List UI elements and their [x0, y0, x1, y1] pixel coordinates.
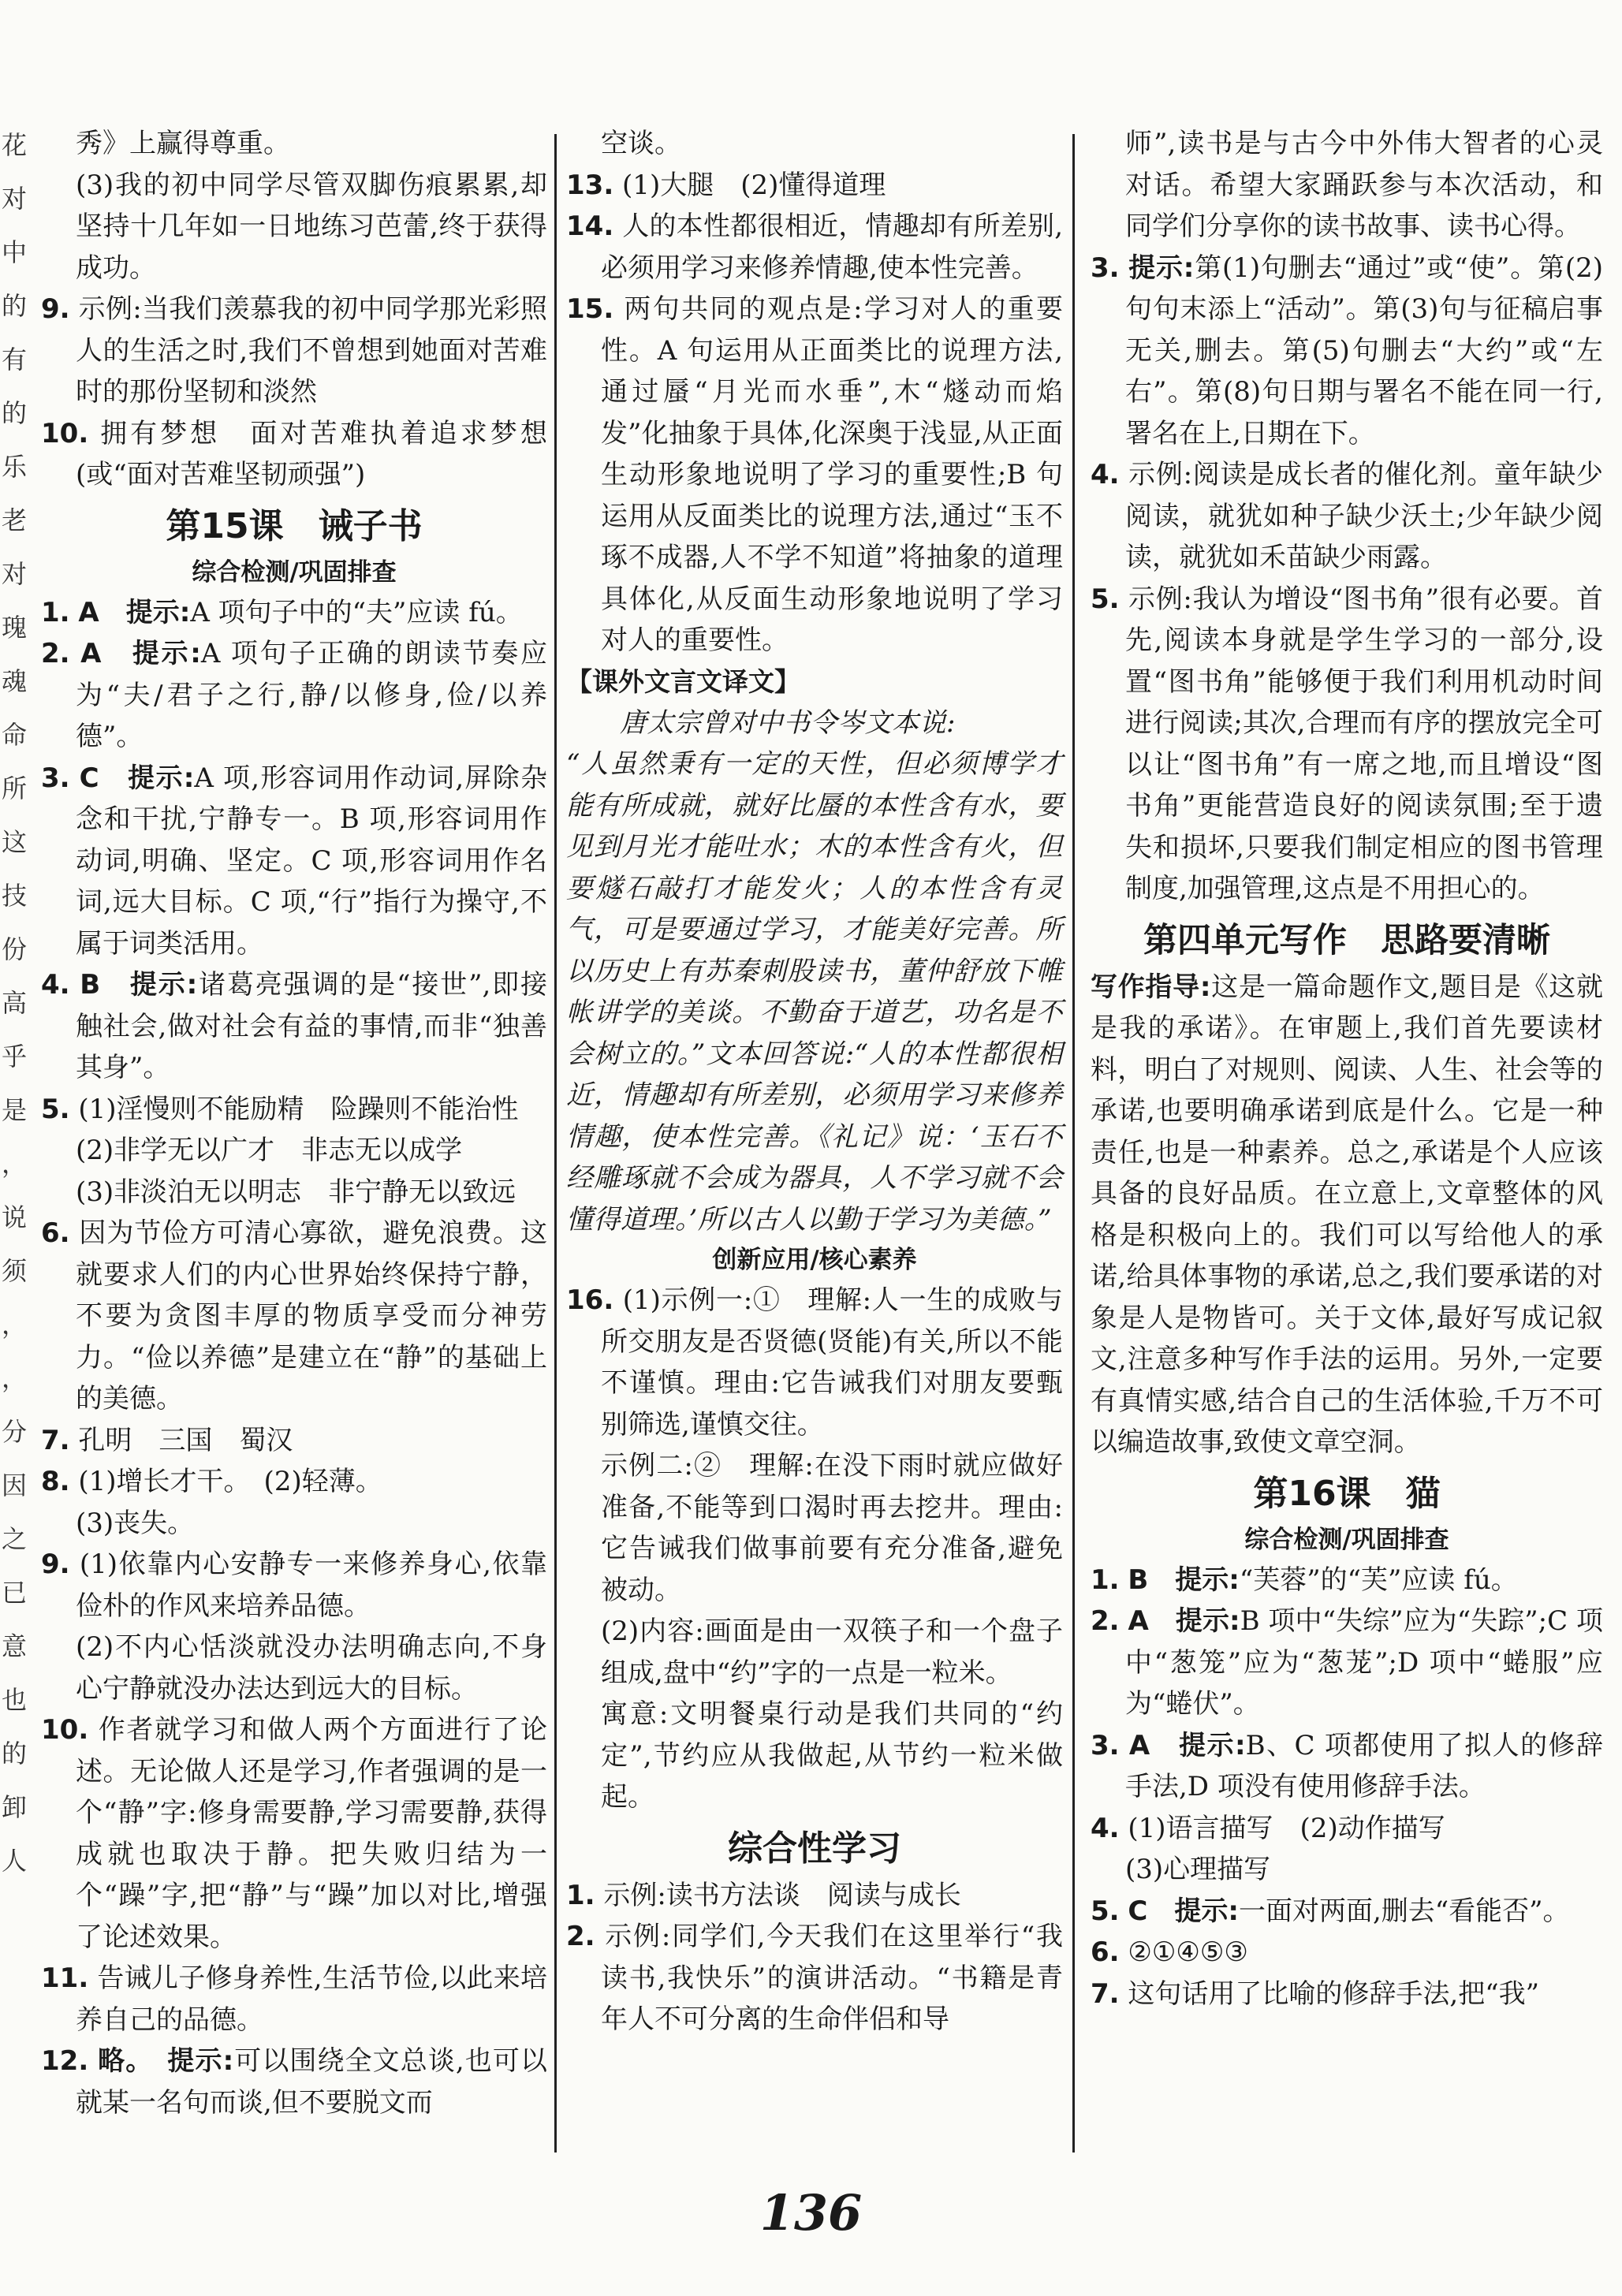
item-text: A 项句子中的“夫”应读 fú。 [190, 596, 523, 628]
item-text: B 项中“失综”应为“失踪”;C 项中“葱笼”应为“葱茏”;D 项中“蜷服”应为“蜷伏”。 [1125, 1605, 1603, 1720]
strip-char: 老 [2, 505, 28, 535]
answer-item [566, 1611, 1063, 1694]
item-text: (1)依靠内心安静专一来修养身心,依靠俭朴的作风来培养品德。 [76, 1549, 548, 1622]
item-number: 6. [41, 1217, 70, 1249]
answer-item [41, 633, 547, 758]
strip-char: ， [2, 1310, 28, 1340]
left-edge-strip [0, 118, 28, 2216]
answer-item [41, 2041, 547, 2123]
strip-char: 因 [2, 1470, 28, 1500]
item-number: 11. [41, 1962, 89, 1994]
answer-item [566, 1916, 1063, 2041]
answer-item [41, 1627, 547, 1709]
answer-item [1091, 1560, 1603, 1601]
answer-item [1091, 454, 1603, 579]
strip-char: 人 [2, 1846, 28, 1876]
answer-item [566, 1694, 1063, 1818]
item-number: 16. [566, 1284, 614, 1316]
item-text: (3)非淡泊无以明志 非宁静无以致远 [76, 1176, 516, 1208]
column-1 [41, 123, 547, 2252]
item-number: 3. [41, 762, 70, 794]
strip-char: 乎 [2, 1042, 28, 1072]
answer-item [41, 123, 547, 165]
lesson16-title: 第16课 猫 [1253, 1473, 1441, 1514]
item-text: (1)大腿 (2)懂得道理 [622, 169, 886, 201]
item-text: (1)增长才干。 (2)轻薄。 [78, 1466, 382, 1497]
item-text: A 项句子正确的朗读节奏应为“夫/君子之行,静/以修身,俭/以养德”。 [76, 638, 547, 752]
item-number: 4. [41, 969, 70, 1001]
answer-item [41, 1213, 547, 1420]
strip-char: 意 [2, 1631, 28, 1661]
item-text: (3)我的初中同学尽管双脚伤痕累累,却坚持十几年如一日地练习芭蕾,终于获得成功。 [76, 169, 547, 284]
item-text: 师”,读书是与古今中外伟大智者的心灵对话。希望大家踊跃参与本次活动，和同学们分享你的读书故事、读书心得。 [1125, 128, 1603, 242]
answer-item [41, 1420, 547, 1462]
section-subtitle: 创新应用/核心素养 [712, 1246, 917, 1274]
column-divider [554, 134, 557, 2152]
answer-item [41, 165, 547, 289]
item-number: 15. [566, 293, 614, 325]
strip-char: 魂 [2, 666, 28, 696]
answer-item [1091, 579, 1603, 910]
item-text: ②①④⑤③ [1128, 1936, 1248, 1968]
item-keyword: A 提示: [1128, 1605, 1240, 1637]
strip-char: ， [2, 1363, 28, 1393]
answer-item [566, 165, 1063, 207]
item-number: 1. [41, 596, 70, 628]
strip-char: 瑰 [2, 613, 28, 643]
item-text: (1)示例一:① 理解:人一生的成败与所交朋友是否贤德(贤能)有关,所以不能不谨慎。理由:它告诫我们对朋友要甄别筛选,谨慎交往。 [601, 1284, 1063, 1441]
answer-item [566, 1875, 1063, 1917]
item-number: 4. [1091, 459, 1120, 490]
answer-item [41, 1503, 547, 1545]
answer-item [41, 964, 547, 1089]
item-number: 7. [1091, 1977, 1120, 2010]
strip-char: 份 [2, 934, 28, 964]
strip-char: 的 [2, 398, 28, 428]
strip-char: 须 [2, 1256, 28, 1286]
item-number: 3. [1091, 252, 1120, 284]
strip-char: 是 [2, 1095, 28, 1125]
answer-item [566, 206, 1063, 289]
answer-item [1091, 1725, 1603, 1808]
item-text: (2)内容:画面是由一双筷子和一个盘子组成,盘中“约”字的一点是一粒米。 [601, 1616, 1063, 1689]
answer-item [41, 413, 547, 496]
answer-item [41, 1172, 547, 1213]
item-keyword: A 提示: [78, 596, 191, 628]
item-text: 示例:读书方法谈 阅读与成长 [603, 1879, 961, 1911]
answer-item [41, 289, 547, 413]
item-text: 一面对两面,删去“看能否”。 [1238, 1895, 1570, 1927]
item-text: (1)语言描写 (2)动作描写 [1128, 1812, 1445, 1844]
answer-item [1091, 1849, 1603, 1891]
translation-title: 【课外文言文译文】 [566, 665, 800, 697]
item-number: 13. [566, 169, 614, 201]
item-text: (3)心理描写 [1125, 1854, 1271, 1885]
answer-item [1091, 248, 1603, 455]
strip-char: 也 [2, 1685, 28, 1715]
item-text: 作者就学习和做人两个方面进行了论述。无论做人还是学习,作者强调的是一个“静”字:修身需要静,学习需要静,获得成就也取决于静。把失败归结为一个“躁”字,把“静”与“躁”加以对比,增强了论述效果。 [76, 1714, 548, 1953]
item-number: 4. [1091, 1812, 1120, 1844]
item-text: 因为节俭方可清心寡欲，避免浪费。这就要求人们的内心世界始终保持宁静，不要为贪图丰厚的物质享受而分神劳力。“俭以养德”是建立在“静”的基础上的美德。 [76, 1217, 548, 1414]
item-text: (2)不内心恬淡就没办法明确志向,不身心宁静就没办法达到远大的目标。 [76, 1631, 547, 1705]
strip-char: 之 [2, 1524, 28, 1554]
answer-item [1091, 1808, 1603, 1850]
item-number: 2. [41, 638, 70, 669]
item-number: 10. [41, 417, 89, 449]
writing-guide-text: 这是一篇命题作文,题目是《这就是我的承诺》。在审题上,我们首先要读材料，明白了对规则、阅读、人生、社会等的承诺,也要明确承诺到底是什么。它是一种责任,也是一种素养。总之,承诺是个人应该具备的良好品质。在立意上,文章整体的风格是积极向上的。我们可以写给他人的承诺,给具体事物的承诺,总之,我们要承诺的对象是人是物皆可。关于文体,最好写成记叙文,注意多种写作手法的运用。另外,一定要有真情实感,结合自己的生活体验,千万不可以编造故事,致使文章空洞。 [1091, 971, 1603, 1458]
item-text: 示例二:② 理解:在没下雨时就应做好准备,不能等到口渴时再去挖井。理由:它告诫我们做事前要有充分准备,避免被动。 [601, 1450, 1063, 1606]
strip-char: 这 [2, 827, 28, 857]
item-number: 8. [41, 1466, 70, 1497]
item-keyword: 略。 提示: [98, 2045, 234, 2077]
answer-item [1091, 1932, 1603, 1974]
item-text: 两句共同的观点是:学习对人的重要性。A 句运用从正面类比的说理方法,通过蜃“月光而水垂”,木“燧动而焰发”化抽象于具体,化深奥于浅显,从正面生动形象地说明了学习的重要性;B 句运用从反面类比的说理方法,通过“玉不琢不成器,人不学不知道”将抽象的道理具体化,从反面生动形象地说明了学习对人的重要性。 [601, 293, 1063, 656]
item-number: 5. [41, 1093, 70, 1125]
item-keyword: 提示: [1128, 252, 1195, 284]
page-number: 136 [759, 2184, 863, 2242]
item-text: “芙蓉”的“芙”应读 fú。 [1239, 1564, 1518, 1596]
strip-char: 对 [2, 559, 28, 589]
item-text: 这句话用了比喻的修辞手法,把“我” [1128, 1977, 1539, 2010]
item-keyword: A 提示: [80, 638, 201, 669]
item-text: 空谈。 [601, 128, 681, 159]
answer-item [41, 1130, 547, 1172]
item-text: (2)非学无以广才 非志无以成学 [76, 1135, 463, 1166]
item-keyword: C 提示: [1128, 1895, 1239, 1927]
answer-item [41, 1958, 547, 2041]
item-keyword: B 提示: [1128, 1564, 1240, 1596]
item-number: 5. [1091, 583, 1120, 615]
strip-char: 高 [2, 988, 28, 1018]
lesson16-subtitle: 综合检测/巩固排查 [1244, 1525, 1449, 1554]
answer-item [41, 1544, 547, 1627]
strip-char: 说 [2, 1202, 28, 1232]
item-text: 示例:我认为增设“图书角”很有必要。首先,阅读本身就是学生学习的一部分,设置“图书角”能够便于我们利用机动时间进行阅读;其次,合理而有序的摆放完全可以让“图书角”有一席之地,而且增设“图书角”更能营造良好的阅读氛围;至于遗失和损坏,只要我们制定相应的图书管理制度,加强管理,这点是不用担心的。 [1125, 583, 1604, 904]
item-keyword: A 提示: [1128, 1729, 1246, 1761]
strip-char: ， [2, 1149, 28, 1179]
item-number: 6. [1091, 1936, 1120, 1968]
item-number: 3. [1091, 1729, 1120, 1761]
answer-item [1091, 1891, 1603, 1933]
strip-char: 卸 [2, 1792, 28, 1822]
strip-char: 的 [2, 1739, 28, 1769]
answer-item [1091, 123, 1603, 248]
strip-char: 对 [2, 184, 28, 214]
strip-char: 乐 [2, 452, 28, 482]
item-keyword: B 提示: [80, 969, 198, 1001]
item-text: 孔明 三国 蜀汉 [78, 1424, 293, 1456]
item-text: 诸葛亮强调的是“接世”,即接触社会,做对社会有益的事情,而非“独善其身”。 [76, 969, 547, 1083]
answer-item [566, 123, 1063, 165]
item-text: 人的本性都很相近，情趣却有所差别,必须用学习来修养情趣,使本性完善。 [601, 211, 1064, 284]
item-number: 7. [41, 1424, 70, 1456]
answer-item [41, 1709, 547, 1958]
answer-item [1091, 1974, 1603, 2015]
column-3 [1091, 123, 1603, 2252]
item-number: 2. [566, 1921, 595, 1952]
item-text: 可以围绕全文总谈,也可以就某一名句而谈,但不要脱文而 [76, 2045, 547, 2119]
item-number: 9. [41, 1549, 70, 1580]
zonghe-title: 综合性学习 [728, 1828, 901, 1869]
strip-char: 技 [2, 881, 28, 911]
item-number: 2. [1091, 1605, 1120, 1637]
answer-item [41, 1089, 547, 1131]
strip-char: 中 [2, 237, 28, 267]
answer-item [41, 1461, 547, 1503]
item-number: 5. [1091, 1895, 1120, 1927]
item-text: 秀》上赢得尊重。 [76, 128, 290, 159]
item-number: 10. [41, 1714, 89, 1746]
item-text: 示例:同学们,今天我们在这里举行“我读书,我快乐”的演讲活动。“书籍是青年人不可分离的生命伴侣和导 [601, 1921, 1063, 2035]
item-keyword: C 提示: [79, 762, 195, 794]
item-number: 1. [1091, 1564, 1120, 1596]
strip-char: 的 [2, 291, 28, 321]
strip-char: 分 [2, 1417, 28, 1447]
item-text: (3)丧失。 [76, 1507, 195, 1539]
item-number: 9. [41, 293, 70, 325]
answer-item [1091, 1601, 1603, 1725]
item-text: 拥有梦想 面对苦难执着追求梦想(或“面对苦难坚韧顽强”) [76, 417, 547, 490]
item-text: (1)淫慢则不能励精 险躁则不能治性 [78, 1093, 519, 1125]
answer-item [566, 1445, 1063, 1611]
strip-char: 已 [2, 1578, 28, 1608]
translation-paragraph: 唐太宗曾对中书令岑文本说: [620, 706, 956, 739]
item-text: 示例:当我们羡慕我的初中同学那光彩照人的生活之时,我们不曾想到她面对苦难时的那份坚韧和淡然 [76, 293, 547, 408]
item-text: B、C 项都使用了拟人的修辞手法,D 项没有使用修辞手法。 [1125, 1729, 1603, 1802]
column-2 [566, 123, 1063, 2252]
writing-guide [1091, 967, 1603, 1463]
item-text: 示例:阅读是成长者的催化剂。童年缺少阅读，就犹如种子缺少沃土;少年缺少阅读，就犹如禾苗缺少雨露。 [1125, 459, 1603, 573]
strip-char: 所 [2, 773, 28, 803]
writing-guide-label: 写作指导: [1091, 971, 1211, 1003]
item-text: 第(1)句删去“通过”或“使”。第(2)句句末添上“活动”。第(3)句与征稿启事无关,删去。第(5)句删去“大约”或“左右”。第(8)句日期与署名不能在同一行,署名在上,日期在下。 [1125, 252, 1603, 449]
strip-char: 命 [2, 720, 28, 750]
answer-item [41, 592, 547, 634]
item-number: 12. [41, 2045, 89, 2077]
answer-item [41, 758, 547, 965]
item-number: 14. [566, 211, 614, 242]
strip-char: 有 [2, 345, 28, 375]
item-text: 寓意:文明餐桌行动是我们共同的“约定”,节约应从我做起,从节约一粒米做起。 [601, 1698, 1063, 1813]
writing-title: 第四单元写作 思路要清晰 [1143, 920, 1550, 960]
answer-item [566, 1280, 1063, 1445]
item-text: 告诫儿子修身养性,生活节俭,以此来培养自己的品德。 [76, 1962, 547, 2036]
answer-item [566, 289, 1063, 662]
translation-paragraph: “人虽然秉有一定的天性，但必须博学才能有所成就，就好比蜃的本性含有水，要见到月光才能吐水；木的本性含有火，但要燧石敲打才能发火；人的本性含有灵气，可是要通过学习，才能美好完善。所以历史上有苏秦刺股读书，董仲舒放下帷帐讲学的美谈。不勤奋于道艺，功名是不会树立的。”文本回答说:“人的本性都很相近，情趣却有所差别，必须用学习来修养情趣，使本性完善。《礼记》说：‘玉石不经雕琢就不会成为器具，人不学习就不会懂得道理。’所以古人以勤于学习为美德。” [566, 748, 1063, 1236]
item-text: A 项,形容词用作动词,屏除杂念和干扰,宁静专一。B 项,形容词用作动词,明确、坚定。C 项,形容词用作名词,远大目标。C 项,“行”指行为操守,不属于词类活用。 [76, 762, 547, 960]
strip-char: 花 [2, 130, 28, 160]
lesson15-title: 第15课 诫子书 [166, 505, 423, 546]
lesson15-subtitle: 综合检测/巩固排查 [192, 557, 397, 587]
column-divider [1072, 134, 1075, 2152]
item-number: 1. [566, 1879, 595, 1911]
